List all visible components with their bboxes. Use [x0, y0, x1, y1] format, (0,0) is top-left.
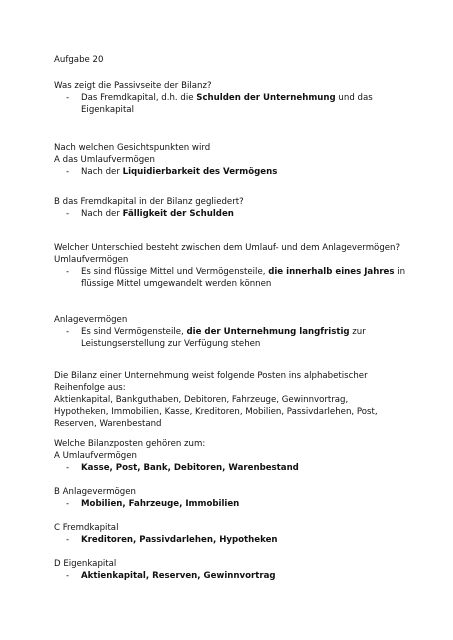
umlaufvermoegen-answer-continued: flüssige Mittel umgewandelt werden können: [81, 279, 272, 289]
group-label-fremdkapital: C Fremdkapital: [54, 523, 119, 533]
anlagevermoegen-label: Anlagevermögen: [54, 315, 128, 325]
answer-passivseite-continued: Eigenkapital: [81, 105, 134, 115]
group-answer-fremdkapital: - Kreditoren, Passivdarlehen, Hypotheken: [66, 535, 278, 545]
part-a-umlaufvermoegen: A das Umlaufvermögen: [54, 155, 155, 165]
group-label-anlagevermoegen: B Anlagevermögen: [54, 487, 136, 497]
bullet-dash: -: [66, 463, 70, 473]
task-title: Aufgabe 20: [54, 55, 104, 65]
bullet-dash: -: [66, 93, 70, 103]
umlaufvermoegen-answer: - Es sind flüssige Mittel und Vermögensteile, die innerhalb eines Jahres in: [66, 267, 406, 277]
bullet-dash: -: [66, 327, 70, 337]
bullet-dash: -: [66, 167, 70, 177]
group-label-eigenkapital: D Eigenkapital: [54, 559, 117, 569]
bullet-dash: -: [66, 499, 70, 509]
bullet-dash: -: [66, 267, 70, 277]
question-passivseite: Was zeigt die Passivseite der Bilanz?: [54, 81, 212, 91]
group-answer-eigenkapital: - Aktienkapital, Reserven, Gewinnvortrag: [66, 571, 276, 581]
bilanz-intro-line: Reihenfolge aus:: [54, 383, 126, 393]
anlagevermoegen-answer-continued: Leistungserstellung zur Verfügung stehen: [81, 339, 261, 349]
bullet-dash: -: [66, 571, 70, 581]
bilanz-posten-line: Hypotheken, Immobilien, Kasse, Kreditoren, Mobilien, Passivdarlehen, Post,: [54, 407, 378, 417]
bullet-dash: -: [66, 535, 70, 545]
group-answer-anlagevermoegen: - Mobilien, Fahrzeuge, Immobilien: [66, 499, 240, 509]
bilanz-intro-line: Die Bilanz einer Unternehmung weist folgende Posten ins alphabetischer: [54, 371, 368, 381]
question-gesichtspunkte: Nach welchen Gesichtspunkten wird: [54, 143, 211, 153]
umlaufvermoegen-label: Umlaufvermögen: [54, 255, 129, 265]
group-label-umlaufvermoegen: A Umlaufvermögen: [54, 451, 137, 461]
bullet-dash: -: [66, 209, 70, 219]
part-b-fremdkapital: B das Fremdkapital in der Bilanz gegliedert?: [54, 197, 244, 207]
question-unterschied: Welcher Unterschied besteht zwischen dem Umlauf- und dem Anlagevermögen?: [54, 243, 401, 253]
answer-a: - Nach der Liquidierbarkeit des Vermögens: [66, 167, 278, 177]
group-answer-umlaufvermoegen: - Kasse, Post, Bank, Debitoren, Warenbestand: [66, 463, 299, 473]
bilanz-posten-line: Aktienkapital, Bankguthaben, Debitoren, Fahrzeuge, Gewinnvortrag,: [54, 395, 349, 405]
answer-passivseite: - Das Fremdkapital, d.h. die Schulden der Unternehmung und das: [66, 93, 373, 103]
answer-b: - Nach der Fälligkeit der Schulden: [66, 209, 234, 219]
anlagevermoegen-answer: - Es sind Vermögensteile, die der Unternehmung langfristig zur: [66, 327, 366, 337]
question-bilanzposten: Welche Bilanzposten gehören zum:: [54, 439, 206, 449]
bilanz-posten-line: Reserven, Warenbestand: [54, 419, 162, 429]
